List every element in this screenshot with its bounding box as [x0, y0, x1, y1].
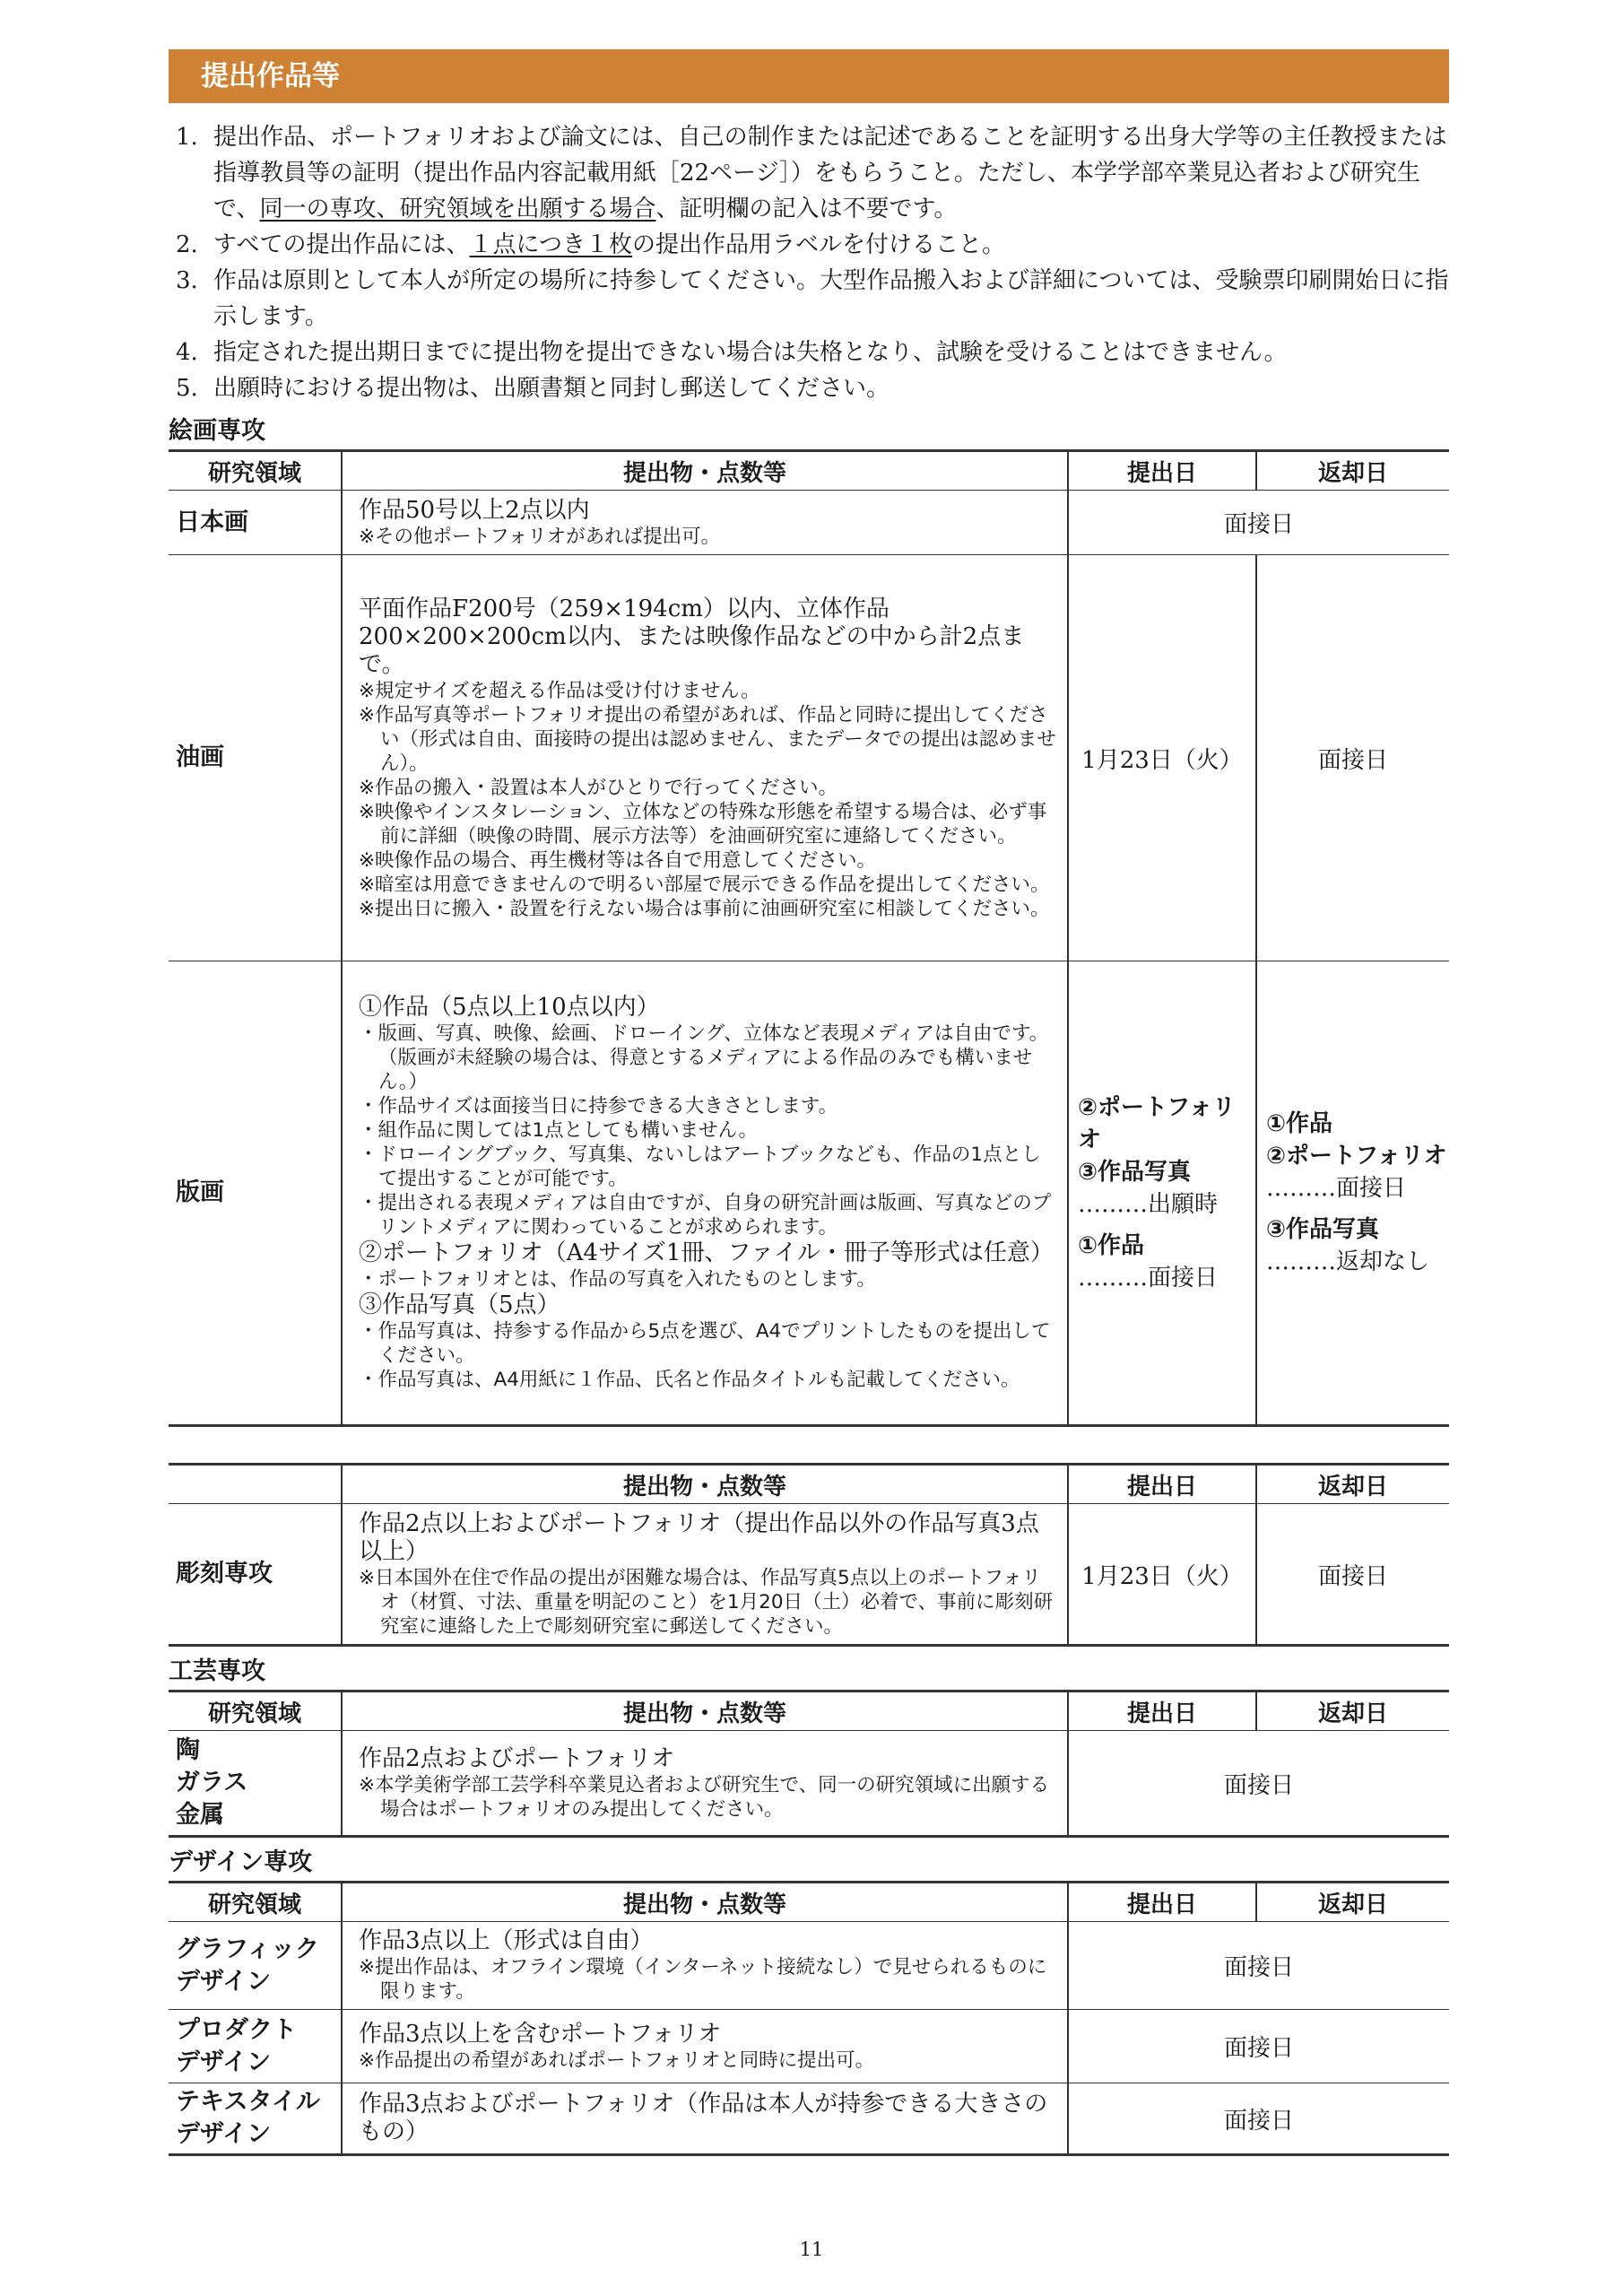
crafts-table: [169, 1690, 1449, 1838]
dates-crafts: 面接日: [1068, 1731, 1449, 1837]
header-field: 研究領域: [169, 1692, 342, 1731]
submit-hanga: ②ポートフォリオ ③作品写真 ………出願時 ①作品 ………面接日: [1068, 961, 1256, 1426]
table-row-hanga: [169, 961, 1449, 1426]
header-return: 返却日: [1256, 1883, 1449, 1922]
note-item: 4. 指定された提出期日までに提出物を提出できない場合は失格となり、試験を受けることはできません。: [176, 339, 1288, 366]
items-hanga: ①作品（5点以上10点以内） ・版画、写真、映像、絵画、ドローイング、立体など表現メディアは自由です。（版画が未経験の場合は、得意とするメディアによる作品のみでも構いません。） ・作品サイズは面接当日に持参できる大きさとします。 ・組作品に関しては1点としても構いません。 ・ドローイングブック、写真集、ないしはアートブックなども、作品の1点として提出することが可能です。 ・提出される表現メディアは自由ですが、自身の研究計画は版画、写真などのプリントメディアに関わっていることが求められます。 ②ポートフォリオ（A4サイズ1冊、ファイル・冊子等形式は任意） ・ポートフォリオとは、作品の写真を入れたものとします。 ③作品写真（5点） ・作品写真は、持参する作品から5点を選び、A4でプリントしたものを提出してください。 ・作品写真は、A4用紙に１作品、氏名と作品タイトルも記載してください。: [342, 961, 1068, 1426]
field-sculpture: 彫刻専攻: [169, 1504, 342, 1646]
table-row-sculpture: [169, 1504, 1449, 1646]
return-yuga: 面接日: [1256, 555, 1449, 961]
crafts-heading: 工芸専攻: [169, 1657, 265, 1685]
table-header-row: [169, 451, 1449, 491]
field-graphic: グラフィック デザイン: [169, 1922, 342, 2010]
items-yuga: 平面作品F200号（259×194cm）以内、立体作品200×200×200cm以内、または映像作品などの中から計2点まで。 ※規定サイズを超える作品は受け付けません。 ※作品写真等ポートフォリオ提出の希望があれば、作品と同時に提出してください（形式は自由、面接時の提出は認めません、またデータでの提出は認めません）。 ※作品の搬入・設置は本人がひとりで行ってください。 ※映像やインスタレーション、立体などの特殊な形態を希望する場合は、必ず事前に詳細（映像の時間、展示方法等）を油画研究室に連絡してください。 ※映像作品の場合、再生機材等は各自で用意してください。 ※暗室は用意できませんので明るい部屋で展示できる作品を提出してください。 ※提出日に搬入・設置を行えない場合は事前に油画研究室に相談してください。: [342, 555, 1068, 961]
header-return: 返却日: [1256, 451, 1449, 491]
field-yuga: 油画: [169, 555, 342, 961]
items-textile: 作品3点およびポートフォリオ（作品は本人が持参できる大きさのもの）: [342, 2083, 1068, 2155]
header-return: 返却日: [1256, 1465, 1449, 1504]
header-items: 提出物・点数等: [342, 1883, 1068, 1922]
sculpture-table: [169, 1463, 1449, 1647]
field-nihonga: 日本画: [169, 491, 342, 555]
return-sculpture: 面接日: [1256, 1504, 1449, 1646]
field-crafts: 陶 ガラス 金属: [169, 1731, 342, 1837]
items-crafts: 作品2点およびポートフォリオ ※本学美術学部工芸学科卒業見込者および研究生で、同一の研究領域に出願する場合はポートフォリオのみ提出してください。: [342, 1731, 1068, 1837]
dates-product: 面接日: [1068, 2010, 1449, 2083]
table-row-product: [169, 2010, 1449, 2083]
header-submit: 提出日: [1068, 451, 1256, 491]
header-items: 提出物・点数等: [342, 451, 1068, 491]
painting-table: [169, 449, 1449, 1427]
note-item: 1. 提出作品、ポートフォリオおよび論文には、自己の制作または記述であることを証明する出身大学等の主任教授または指導教員等の証明（提出作品内容記載用紙［22ページ］）をもらうこと。ただし、本学学部卒業見込者および研究生で、同一の専攻、研究領域を出願する場合、証明欄の記入は不要です。: [176, 124, 1447, 222]
page-number: 11: [799, 2239, 824, 2260]
items-product: 作品3点以上を含むポートフォリオ ※作品提出の希望があればポートフォリオと同時に提出可。: [342, 2010, 1068, 2083]
table-row-graphic: [169, 1922, 1449, 2010]
submit-sculpture: 1月23日（火）: [1068, 1504, 1256, 1646]
design-table: [169, 1881, 1449, 2156]
table-header-row: [169, 1465, 1449, 1504]
section-header: 提出作品等: [169, 49, 1449, 103]
table-row-yuga: [169, 555, 1449, 961]
return-hanga: ①作品 ②ポートフォリオ ………面接日 ③作品写真 ………返却なし: [1256, 961, 1449, 1426]
note-item: 3. 作品は原則として本人が所定の場所に持参してください。大型作品搬入および詳細については、受験票印刷開始日に指示します。: [176, 267, 1449, 330]
items-graphic: 作品3点以上（形式は自由） ※提出作品は、オフライン環境（インターネット接続なし）で見せられるものに限ります。: [342, 1922, 1068, 2010]
items-nihonga: 作品50号以上2点以内 ※その他ポートフォリオがあれば提出可。: [342, 491, 1068, 555]
dates-nihonga: 面接日: [1068, 491, 1449, 555]
document-page: [169, 49, 1449, 2156]
header-field: 研究領域: [169, 451, 342, 491]
header-submit: 提出日: [1068, 1465, 1256, 1504]
field-product: プロダクト デザイン: [169, 2010, 342, 2083]
table-row-nihonga: [169, 491, 1449, 555]
table-row-crafts: [169, 1731, 1449, 1837]
notes-list: [169, 119, 1449, 406]
field-textile: テキスタイル デザイン: [169, 2083, 342, 2155]
header-field: 研究領域: [169, 1883, 342, 1922]
header-items: 提出物・点数等: [342, 1465, 1068, 1504]
note-item: 2. すべての提出作品には、１点につき１枚の提出作品用ラベルを付けること。: [176, 231, 1005, 258]
table-row-textile: [169, 2083, 1449, 2155]
items-sculpture: 作品2点以上およびポートフォリオ（提出作品以外の作品写真3点以上） ※日本国外在住で作品の提出が困難な場合は、作品写真5点以上のポートフォリオ（材質、寸法、重量を明記のこと）を1月20日（土）必着で、事前に彫刻研究室に連絡した上で彫刻研究室に郵送してください。: [342, 1504, 1068, 1646]
header-items: 提出物・点数等: [342, 1692, 1068, 1731]
dates-graphic: 面接日: [1068, 1922, 1449, 2010]
field-hanga: 版画: [169, 961, 342, 1426]
painting-heading: 絵画専攻: [169, 417, 265, 445]
submit-yuga: 1月23日（火）: [1068, 555, 1256, 961]
header-submit: 提出日: [1068, 1692, 1256, 1731]
header-submit: 提出日: [1068, 1883, 1256, 1922]
design-heading: デザイン専攻: [169, 1848, 313, 1876]
dates-textile: 面接日: [1068, 2083, 1449, 2155]
table-header-row: [169, 1883, 1449, 1922]
header-return: 返却日: [1256, 1692, 1449, 1731]
table-header-row: [169, 1692, 1449, 1731]
note-item: 5. 出願時における提出物は、出願書類と同封し郵送してください。: [176, 375, 890, 402]
